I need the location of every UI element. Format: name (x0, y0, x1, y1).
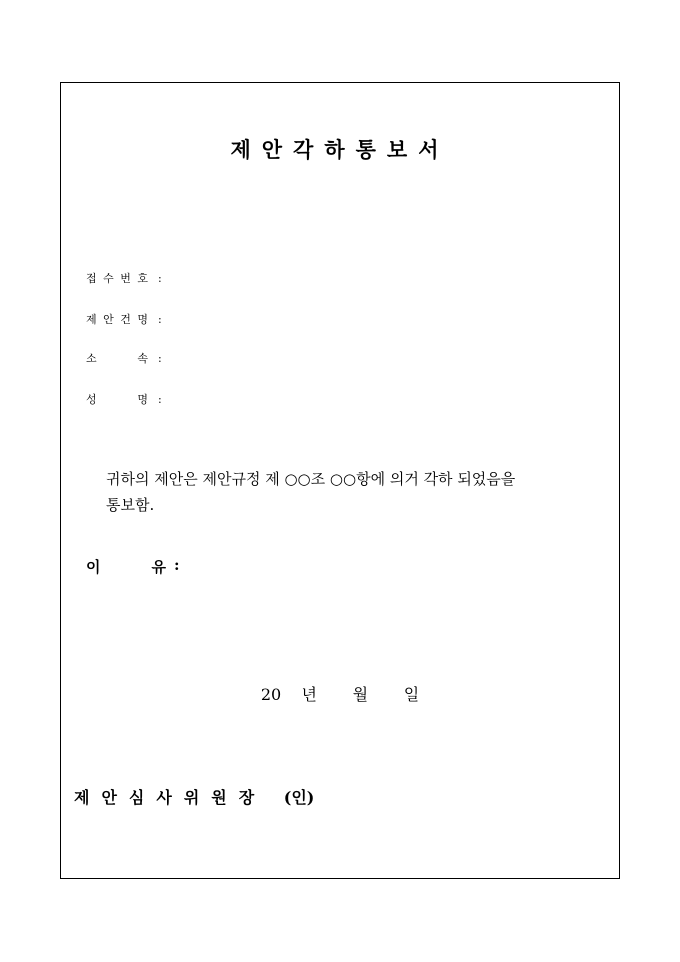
date-year: 20 (260, 685, 282, 704)
committee-signature (74, 785, 314, 808)
field-label: 성 명 (86, 393, 148, 406)
reason-field (86, 556, 180, 577)
document-title: 제안각하통보서 (230, 137, 450, 162)
reason-colon: : (174, 556, 180, 574)
committee-title: 제안심사위원장 (74, 788, 267, 807)
field-affiliation (86, 350, 162, 366)
seal-mark: (인) (283, 788, 315, 807)
field-label: 접 수 번 호 (86, 272, 148, 285)
date-month-unit: 월 (352, 685, 369, 704)
field-name (86, 391, 162, 407)
date-year-unit: 년 (301, 685, 317, 704)
field-colon: : (158, 392, 162, 406)
field-proposal-name (86, 311, 162, 327)
date-line (0, 682, 680, 705)
notice-line-1: 귀하의 제안은 제안규정 제 ○○조 ○○항에 의거 각하 되었음을 (106, 470, 516, 488)
notice-body (106, 466, 586, 518)
field-colon: : (158, 312, 162, 326)
field-label: 소 속 (86, 352, 148, 365)
field-colon: : (158, 271, 162, 285)
field-receipt-number (86, 270, 162, 286)
reason-label: 이 유 (86, 558, 166, 576)
field-colon: : (158, 351, 162, 365)
field-label: 제 안 건 명 (86, 313, 148, 326)
notice-line-2: 통보함. (106, 496, 155, 514)
date-day-unit: 일 (403, 685, 420, 704)
